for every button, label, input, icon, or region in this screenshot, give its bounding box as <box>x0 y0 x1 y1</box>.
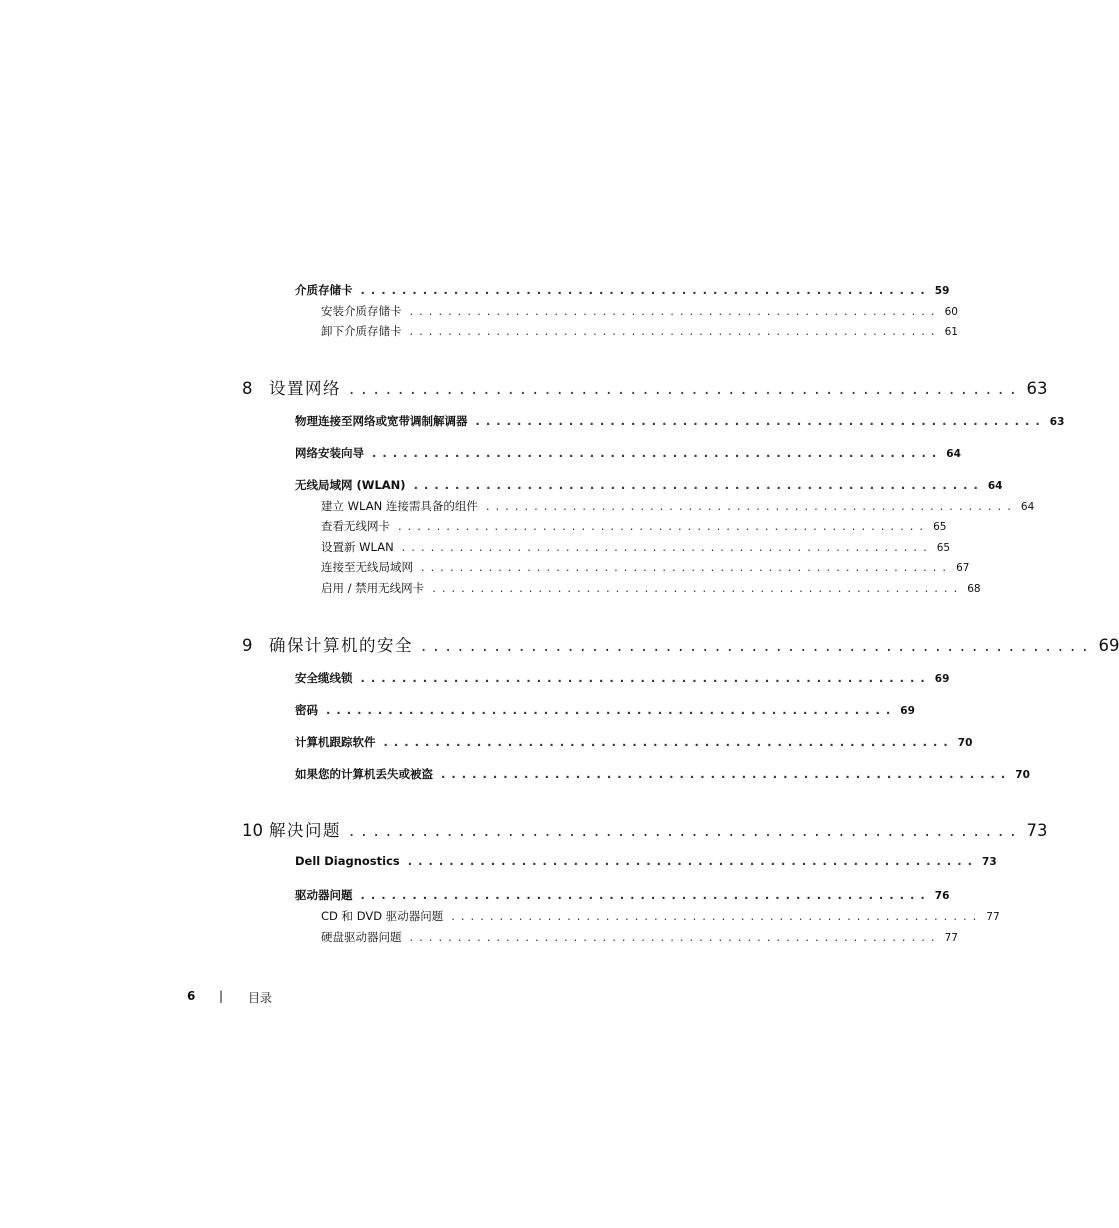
toc-title: 连接至无线局域网 <box>321 560 413 574</box>
toc-entry[interactable] <box>295 282 950 298</box>
toc-entry[interactable] <box>295 734 973 750</box>
toc-entry[interactable] <box>295 854 997 868</box>
toc-entry[interactable] <box>321 303 958 319</box>
footer-page-number: 6 <box>187 989 196 1003</box>
leader-dots: ....................................................... <box>475 414 1046 428</box>
toc-chapter-title <box>242 817 349 841</box>
toc-entry[interactable] <box>321 908 1000 924</box>
toc-title: 密码 <box>295 703 318 717</box>
toc-entry[interactable] <box>295 702 915 718</box>
leader-dots: ....................................................... <box>349 821 1023 840</box>
toc-entry[interactable] <box>321 580 981 596</box>
toc-entry[interactable] <box>295 477 1003 493</box>
leader-dots: ....................................................... <box>409 324 941 338</box>
toc-entry[interactable] <box>321 498 1035 514</box>
toc-page-number: 63 <box>1026 379 1048 398</box>
toc-title: 设置新 WLAN <box>321 540 394 554</box>
toc-page-number: 73 <box>982 856 997 868</box>
leader-dots: ....................................................... <box>485 499 1017 513</box>
chapter-number: 8 <box>242 379 253 398</box>
toc-page-number: 65 <box>936 542 951 554</box>
toc-chapter[interactable] <box>242 375 1048 399</box>
chapter-title: 设置网络 <box>269 379 341 398</box>
leader-dots: ....................................................... <box>421 560 953 574</box>
toc-title: Dell Diagnostics <box>295 854 400 868</box>
toc-page-number: 64 <box>946 448 961 460</box>
toc-page-number: 70 <box>957 737 973 749</box>
toc-title: 介质存储卡 <box>295 283 353 297</box>
toc-entry[interactable] <box>295 766 1030 782</box>
leader-dots: ....................................................... <box>360 888 931 902</box>
leader-dots: ....................................................... <box>441 767 1012 781</box>
footer-separator: | <box>219 989 224 1003</box>
toc-title: 安装介质存储卡 <box>321 304 402 318</box>
toc-page-number: 69 <box>900 705 915 717</box>
leader-dots: ....................................................... <box>451 909 983 923</box>
leader-dots: ....................................................... <box>383 735 954 749</box>
leader-dots: ....................................................... <box>326 703 897 717</box>
toc-title: 驱动器问题 <box>295 888 353 902</box>
toc-page-number: 64 <box>1020 501 1035 513</box>
toc-chapter[interactable] <box>242 817 1048 841</box>
toc-page-number: 77 <box>986 911 1000 923</box>
toc-chapter-title <box>242 632 421 656</box>
toc-entry[interactable] <box>321 518 947 534</box>
toc-entry[interactable] <box>321 539 951 555</box>
chapter-title: 确保计算机的安全 <box>269 636 413 655</box>
toc-entry[interactable] <box>295 670 950 686</box>
leader-dots: ....................................................... <box>407 854 979 868</box>
toc-page-number: 67 <box>956 562 970 574</box>
footer-section-title: 目录 <box>248 991 273 1005</box>
toc-page-number: 69 <box>1098 636 1119 655</box>
toc-page-number: 73 <box>1026 821 1048 840</box>
toc-title: 如果您的计算机丢失或被盗 <box>295 767 433 781</box>
toc-page-number: 61 <box>944 326 958 338</box>
toc-page-number: 68 <box>967 583 981 595</box>
leader-dots: ....................................................... <box>413 478 984 492</box>
leader-dots: ....................................................... <box>409 304 941 318</box>
toc-title: 安全缆线锁 <box>295 671 353 685</box>
leader-dots: ....................................................... <box>401 540 933 554</box>
toc-title: 查看无线网卡 <box>321 519 390 533</box>
toc-title: 启用 / 禁用无线网卡 <box>321 581 425 595</box>
toc-title: 物理连接至网络或宽带调制解调器 <box>295 414 468 428</box>
toc-chapter-title <box>242 375 349 399</box>
toc-title: 网络安装向导 <box>295 446 364 460</box>
leader-dots: ....................................................... <box>409 930 941 944</box>
toc-entry[interactable] <box>295 413 1065 429</box>
leader-dots: ....................................................... <box>372 446 943 460</box>
toc-page-number: 76 <box>934 890 950 902</box>
toc-page-number: 65 <box>933 521 947 533</box>
leader-dots: ....................................................... <box>360 283 931 297</box>
toc-entry[interactable] <box>295 887 950 903</box>
toc-chapter[interactable] <box>242 632 1119 656</box>
chapter-title: 解决问题 <box>269 821 341 840</box>
toc-page-number: 69 <box>934 673 950 685</box>
toc-page-number: 60 <box>944 306 958 318</box>
toc-title: 硬盘驱动器问题 <box>321 930 402 944</box>
leader-dots: ....................................................... <box>421 636 1095 655</box>
leader-dots: ....................................................... <box>360 671 931 685</box>
toc-page-number: 70 <box>1015 769 1030 781</box>
leader-dots: ....................................................... <box>432 581 964 595</box>
toc-title: 卸下介质存储卡 <box>321 324 402 338</box>
toc-title: 建立 WLAN 连接需具备的组件 <box>321 499 478 513</box>
toc-title: 无线局域网 (WLAN) <box>295 478 406 492</box>
toc-page-number: 64 <box>987 480 1003 492</box>
chapter-number: 9 <box>242 636 253 655</box>
toc-entry[interactable] <box>321 929 958 945</box>
toc-title: CD 和 DVD 驱动器问题 <box>321 909 444 923</box>
toc-entry[interactable] <box>321 323 958 339</box>
toc-page-number: 59 <box>934 285 950 297</box>
toc-page-number: 77 <box>944 932 958 944</box>
toc-entry[interactable] <box>295 445 961 461</box>
toc-title: 计算机跟踪软件 <box>295 735 376 749</box>
toc-entry[interactable] <box>321 559 970 575</box>
leader-dots: ....................................................... <box>398 519 930 533</box>
leader-dots: ....................................................... <box>349 379 1023 398</box>
toc-page-number: 63 <box>1049 416 1065 428</box>
chapter-number: 10 <box>242 821 263 840</box>
